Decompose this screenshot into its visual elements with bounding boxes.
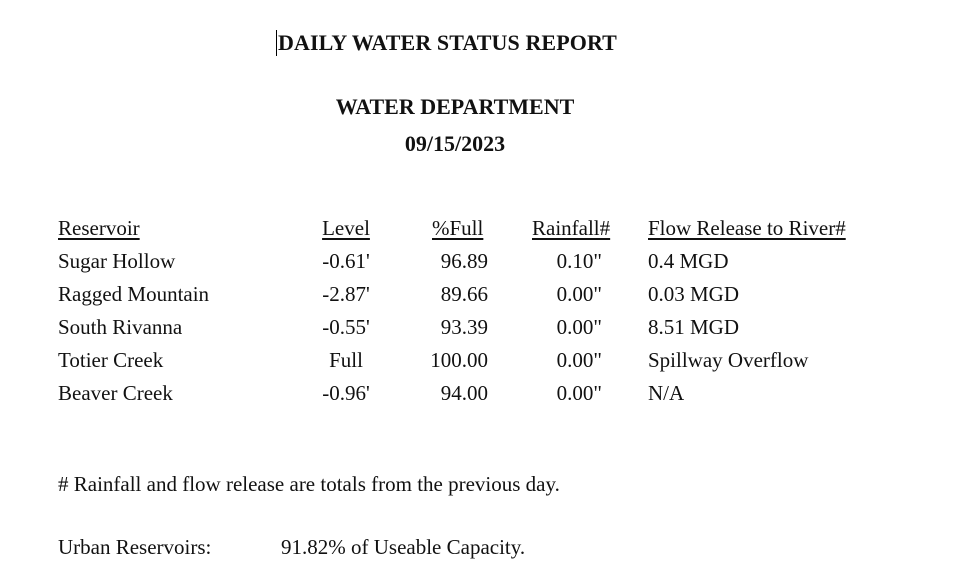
percent-full-value[interactable]: 100.00 <box>430 348 488 372</box>
percent-full-value[interactable]: 93.39 <box>440 315 488 339</box>
table-row <box>0 313 957 346</box>
report-title[interactable]: DAILY WATER STATUS REPORT <box>278 30 617 55</box>
reservoir-name[interactable]: Sugar Hollow <box>58 249 176 273</box>
summary-label[interactable]: Urban Reservoirs: <box>58 535 212 559</box>
table-row <box>0 247 957 280</box>
rainfall-value[interactable]: 0.00" <box>556 381 602 405</box>
level-value[interactable]: -2.87' <box>322 282 370 306</box>
reservoir-name[interactable]: Totier Creek <box>58 348 164 372</box>
flow-release-value[interactable]: Spillway Overflow <box>648 348 809 372</box>
flow-release-value[interactable]: 0.4 MGD <box>648 249 729 273</box>
reservoir-table <box>0 214 957 412</box>
table-row <box>0 379 957 412</box>
text-cursor <box>276 30 277 56</box>
header-reservoir[interactable]: Reservoir <box>58 216 140 240</box>
header-rainfall[interactable]: Rainfall# <box>532 216 611 240</box>
header-percent-full[interactable]: %Full <box>432 216 484 240</box>
table-row <box>0 346 957 379</box>
flow-release-value[interactable]: 8.51 MGD <box>648 315 740 339</box>
summary-value[interactable]: 91.82% of Useable Capacity. <box>281 535 526 559</box>
percent-full-value[interactable]: 89.66 <box>440 282 488 306</box>
level-value[interactable]: -0.61' <box>322 249 370 273</box>
table-row <box>0 280 957 313</box>
footnote[interactable]: # Rainfall and flow release are totals from the previous day. <box>58 472 560 496</box>
percent-full-value[interactable]: 96.89 <box>440 249 488 273</box>
flow-release-value[interactable]: 0.03 MGD <box>648 282 740 306</box>
rainfall-value[interactable]: 0.10" <box>556 249 602 273</box>
flow-release-value[interactable]: N/A <box>648 381 685 405</box>
reservoir-name[interactable]: Beaver Creek <box>58 381 173 405</box>
report-date[interactable]: 09/15/2023 <box>404 131 506 156</box>
rainfall-value[interactable]: 0.00" <box>556 348 602 372</box>
reservoir-name[interactable]: Ragged Mountain <box>58 282 210 306</box>
header-flow-release[interactable]: Flow Release to River# <box>648 216 846 240</box>
department-heading[interactable]: WATER DEPARTMENT <box>335 94 575 119</box>
percent-full-value[interactable]: 94.00 <box>440 381 488 405</box>
table-header-row <box>0 214 957 247</box>
reservoir-name[interactable]: South Rivanna <box>58 315 183 339</box>
level-value[interactable]: Full <box>329 348 363 372</box>
header-level[interactable]: Level <box>322 216 370 240</box>
rainfall-value[interactable]: 0.00" <box>556 282 602 306</box>
level-value[interactable]: -0.96' <box>322 381 370 405</box>
rainfall-value[interactable]: 0.00" <box>556 315 602 339</box>
level-value[interactable]: -0.55' <box>322 315 370 339</box>
